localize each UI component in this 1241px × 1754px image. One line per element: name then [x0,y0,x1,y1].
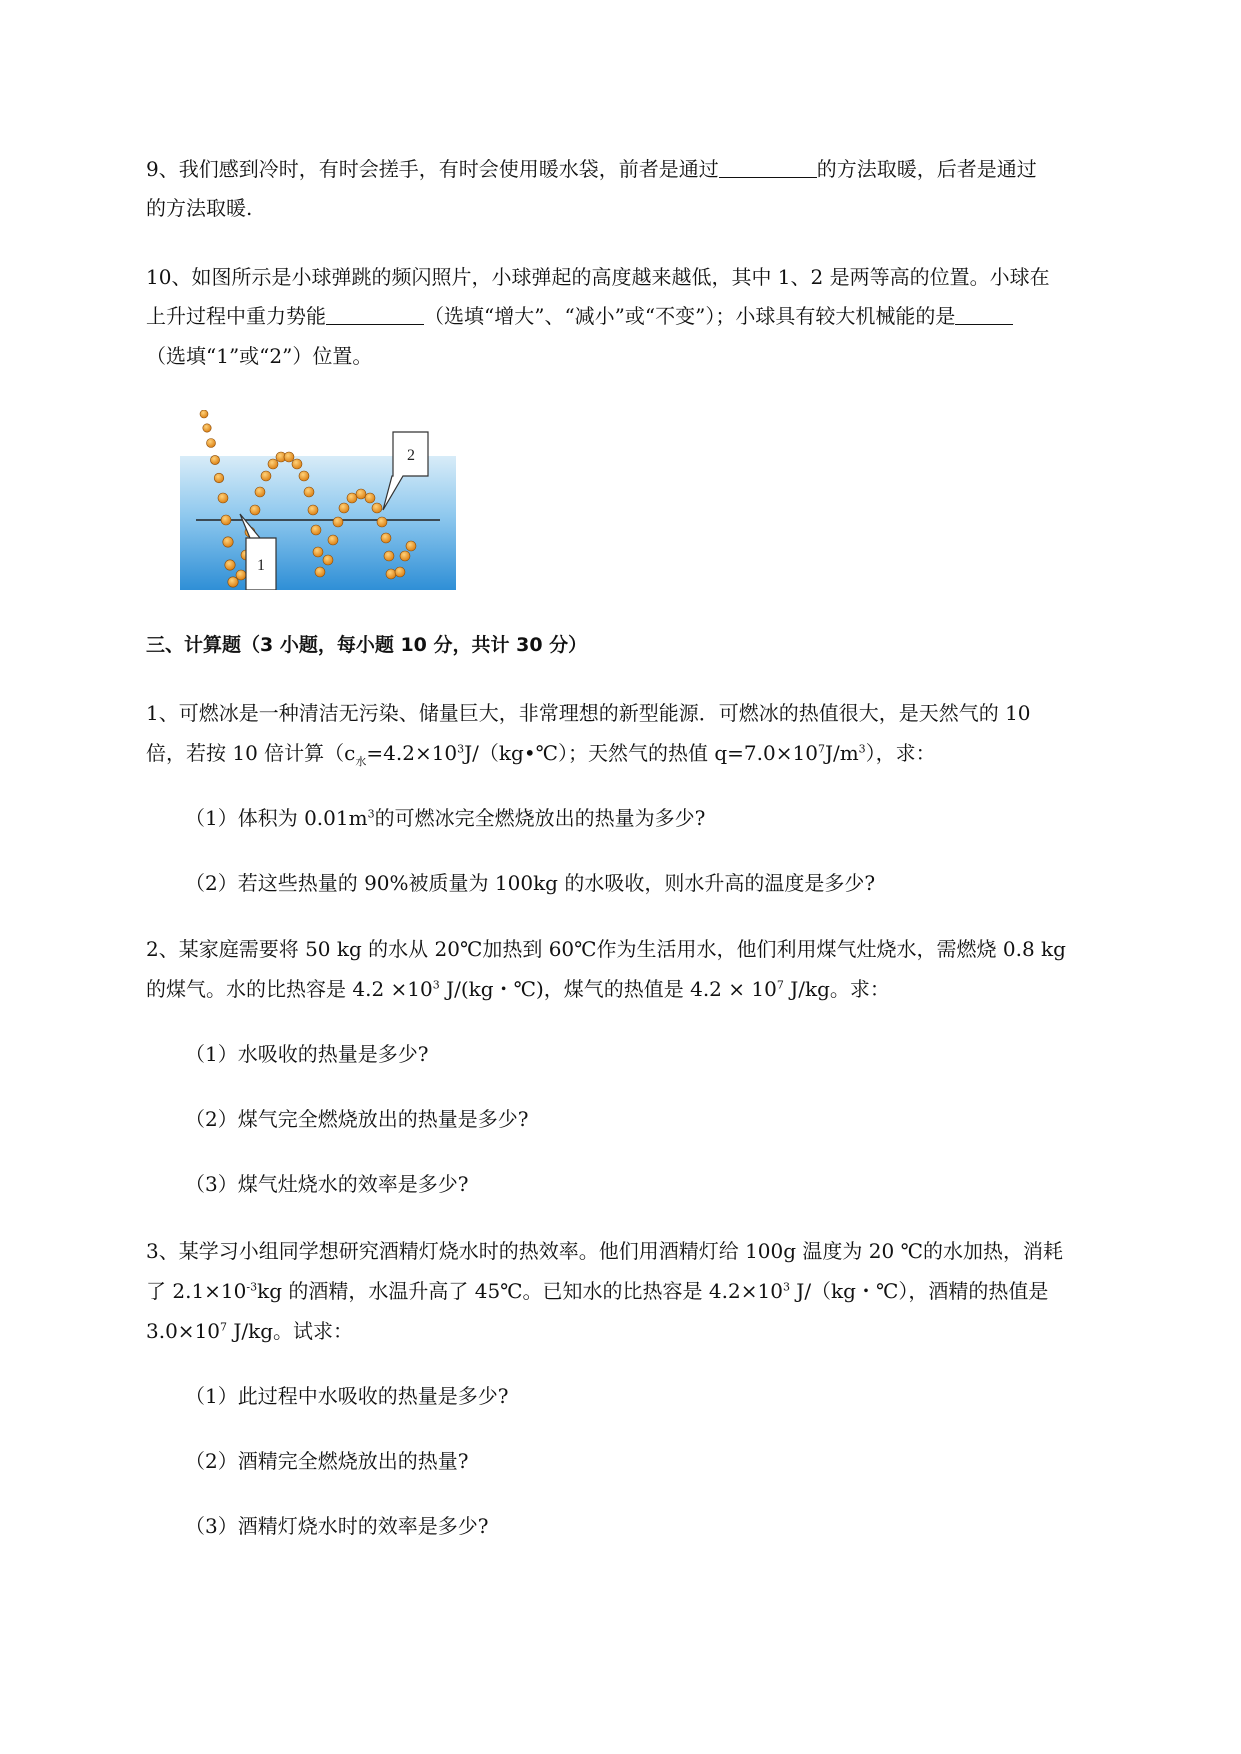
c1-part2: （2）若这些热量的 90%被质量为 100kg 的水吸收，则水升高的温度是多少? [185,871,876,895]
c2-part1: （1）水吸收的热量是多少? [185,1042,429,1066]
c3-part3: （3）酒精灯烧水时的效率是多少? [185,1514,489,1538]
bouncing-ball-figure [178,410,458,590]
c2-part2: （2）煤气完全燃烧放出的热量是多少? [185,1107,529,1131]
label-2: 2 [407,447,415,464]
c3-line2: 了 $2.1\times 10^{-3}kg$ 的酒精，水温升高了 45℃。已知水的比热容是 $4.2\times 10^3$ J/（kg・℃），酒精的热值是 [146,1279,1049,1303]
c1-line2: 倍，若按 10 倍计算（$c_水=4.2\times 10^3J/(kg•℃)$；天然气的热值 $q=7.0\times 10^7J/m^3$），求： [146,741,936,768]
c1-part1: （1）体积为 $0.01m^3$的可燃冰完全燃烧放出的热量为多少? [185,806,706,830]
c1-line1: 1、可燃冰是一种清洁无污染、储量巨大，非常理想的新型能源．可燃冰的热值很大，是天然气的 10 [146,701,1031,725]
c2-line1: 2、某家庭需要将 50 kg 的水从 20℃加热到 60℃作为生活用水，他们利用煤气灶烧水，需燃烧 0.8 kg [146,937,1066,961]
q10-line3: （选填“1”或“2”）位置。 [146,344,373,368]
section3-heading: 三、计算题（3 小题，每小题 10 分，共计 30 分） [146,634,588,656]
q10-blank-1[interactable] [326,304,424,325]
c3-part2: （2）酒精完全燃烧放出的热量? [185,1449,469,1473]
q9-blank-1[interactable] [719,157,817,178]
c2-part3: （3）煤气灶烧水的效率是多少? [185,1172,469,1196]
c2-line2: 的煤气。水的比热容是 $4.2 \times 10^3$ J/(kg・℃)，煤气的热值是 $4.2 \times 10^7$ J/kg。求： [146,977,890,1001]
q10-line2: 上升过程中重力势能 （选填“增大”、“减小”或“不变”）；小球具有较大机械能的是 [146,302,1146,330]
q9-line2: 的方法取暖. [146,196,253,220]
c3-line1: 3、某学习小组同学想研究酒精灯烧水时的热效率。他们用酒精灯给 100g 温度为 20 ℃的水加热，消耗 [146,1239,1063,1263]
q10-blank-2[interactable] [955,304,1013,325]
label-1: 1 [257,557,265,574]
q9-line1: 9、我们感到冷时，有时会搓手，有时会使用暖水袋，前者是通过 的方法取暖，后者是通过 [146,157,1037,181]
c3-part1: （1）此过程中水吸收的热量是多少? [185,1384,509,1408]
c3-line3: $3.0\times 10^7$ J/kg。试求： [146,1319,354,1343]
q10-line1: 10、如图所示是小球弹跳的频闪照片，小球弹起的高度越来越低，其中 1、2 是两等高的位置。小球在 [146,265,1050,289]
